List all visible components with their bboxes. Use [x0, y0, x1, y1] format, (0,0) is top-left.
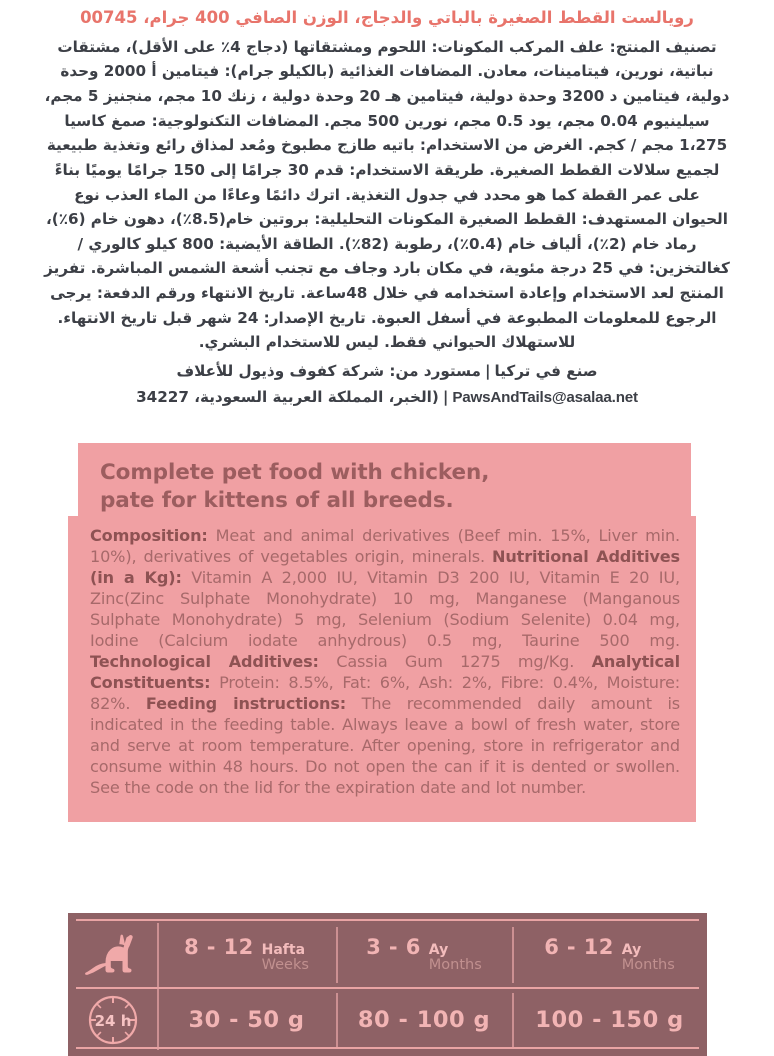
headline-line-2: pate for kittens of all breeds. — [100, 487, 454, 513]
panel-bottom-spacer — [68, 812, 696, 822]
panel-body-block — [68, 516, 696, 812]
composition-paragraph — [90, 526, 680, 798]
clock-icon-cell — [68, 989, 157, 1051]
age-unit-en-1: Weeks — [261, 956, 309, 973]
section-label-1: Nutritional Additives (in a Kg): — [90, 547, 680, 588]
separator-pipe-2: | — [442, 387, 449, 406]
section-text-1: Vitamin A 2,000 IU, Vitamin D3 200 IU, Vitamin E 20 IU, Zinc(Zinc Sulphate Monohydrate) 10 mg, Manganese (Manganous Sulphate Monohydrate) 5 mg, Selenium (Sodium Selenite) 0.04 mg, Iodine (Calcium iodate anhydrous) 0.5 mg, Taurine 500 mg. — [90, 568, 680, 651]
age-unit-en-3: Months — [621, 956, 675, 973]
age-range-3: 6 - 12 — [544, 935, 614, 960]
age-range-2: 3 - 6 — [366, 935, 421, 960]
importer-label: مستورد من: شركة كفوف وذيول للأعلاف — [176, 361, 481, 380]
arabic-label-section — [0, 0, 774, 410]
age-range-1: 8 - 12 — [184, 935, 254, 960]
age-cell-1 — [157, 921, 336, 987]
amount-cell-2 — [336, 989, 512, 1051]
table-row — [68, 989, 707, 1051]
section-label-4: Feeding instructions: — [145, 693, 347, 713]
cat-icon-cell — [68, 921, 157, 987]
section-text-3: Protein: 8.5%, Fat: 6%, Ash: 2%, Fibre: 0.4%, Moisture: 82%. — [90, 672, 680, 713]
made-in-label: صنع في تركيا — [494, 361, 598, 380]
section-label-3: Analytical Constituents: — [90, 652, 680, 692]
age-unit-tr-3: Ay — [621, 942, 642, 959]
amount-2: 80 - 100 g — [357, 1007, 491, 1033]
age-unit-tr-1: Hafta — [261, 942, 306, 959]
address-label: (الخبر، المملكة العربية السعودية، 34227 — [136, 387, 439, 406]
svg-text:24 h: 24 h — [94, 1012, 131, 1030]
age-cell-2 — [336, 921, 512, 987]
section-label-2: Technological Additives: — [90, 652, 319, 671]
product-description-arabic: تصنيف المنتج: علف المركب المكونات: اللحوم ومشتقاتها (دجاج 4٪ على الأقل)، مشتقات نباتية، نورين، فيتامينات، معادن. المضافات الغذائية (بالكيلو جرام): فيتامين أ 2000 وحدة دولية، فيتامين د 3200 وحدة دولية، فيتامين هـ 20 وحدة دولية ، زنك 10 مجم، منجنيز 5 مجم، سيلينيوم 0.04 مجم، يود 0.5 مجم، نورين 500 مجم. المضافات التكنولوجية: صمغ كاسيا 1،275 مجم / كجم. الغرض من الاستخدام: باتيه طازج مطبوخ ومُعد لمذاق رائع وتغذية طبيعية لجميع سلالات القطط الصغيرة. طريقة الاستخدام: قدم 30 جرامًا إلى 150 جرامًا يوميًا بناءً على عمر القطة كما هو محدد في جدول التغذية. اترك دائمًا وعاءًا من الماء العذب نوع الحيوان المستهدف: القطط الصغيرة المكونات التحليلية: بروتين خام(8.5٪)، دهون خام (6٪)، رماد خام (2٪)، ألياف خام (0.4٪)، رطوبة (82٪). الطاقة الأيضية: 800 كيلو كالوري / كغالتخزين: في 25 درجة مئوية، في مكان بارد وجاف مع تجنب أشعة الشمس المباشرة. تفريز المنتج لعد الاستخدام وإعادة استخدامه في خلال 48ساعة. تاريخ الانتهاء ورقم الدفعة: يرجى الرجوع للمعلومات المطبوعة في أسفل العبوة. تاريخ الإصدار: 24 شهر قبل تاريخ الانتهاء. للاستهلاك الحيواني فقط. ليس للاستخدام البشري. — [44, 37, 730, 352]
age-cell-3 — [512, 921, 707, 987]
section-text-0: Meat and animal derivatives (Beef min. 15%, Liver min. 10%), derivatives of vegetables origin, minerals. — [90, 526, 680, 567]
24h-clock-icon — [84, 992, 142, 1048]
age-unit-en-2: Months — [428, 956, 482, 973]
amount-1: 30 - 50 g — [188, 1007, 305, 1033]
amount-cell-1 — [157, 989, 336, 1051]
origin-importer-line — [18, 359, 756, 384]
section-text-2: Cassia Gum 1275 mg/Kg. — [318, 652, 592, 671]
product-title-arabic: رويالست القطط الصغيرة بالباتي والدجاج، الوزن الصافي 400 جرام، 00745 — [80, 8, 694, 27]
age-unit-tr-2: Ay — [428, 942, 449, 959]
separator-pipe: | — [484, 361, 491, 380]
cat-icon — [82, 930, 144, 978]
table-row — [68, 921, 707, 987]
headline-line-1: Complete pet food with chicken, — [100, 460, 490, 485]
amount-cell-3 — [512, 989, 707, 1051]
feeding-table — [68, 913, 707, 1056]
contact-line — [18, 385, 756, 411]
section-label-0: Composition: — [90, 526, 208, 546]
panel-headline-block — [78, 443, 691, 516]
section-text-4: The recommended daily amount is indicated in the feeding table. Always leave a bowl of fresh water, store and serve at room temperature. After opening, store in refrigerator and consume within 48 hours. Do not open the can if it is dented or swollen. See the code on the lid for the expiration date and lot number. — [90, 693, 680, 797]
amount-3: 100 - 150 g — [535, 1007, 684, 1033]
contact-email[interactable]: PawsAndTails@asalaa.net — [452, 388, 638, 406]
english-info-panel — [0, 443, 774, 822]
